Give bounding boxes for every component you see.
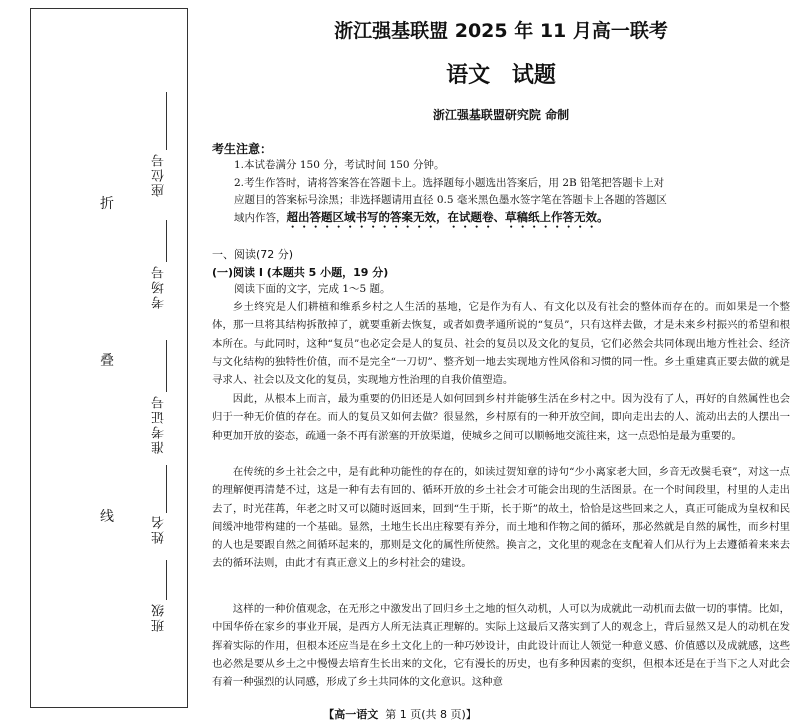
instruction: 阅读下面的文字，完成 1～5 题。 [234,283,391,295]
exam-room-label: 考场号 [152,264,167,309]
admission-number-label: 准考证号 [152,394,167,454]
notice-title: 考生注意： [212,142,273,156]
exam-title: 浙江强基联盟 2025 年 11 月高一联考 [334,20,668,42]
subject-title: 语文 试题 [446,63,556,88]
class-label: 班级 [152,602,167,632]
fold-char-2: 叠 [100,353,114,369]
fold-char-3: 线 [100,509,114,525]
notice-item-2 [234,175,674,231]
page-footer [0,706,800,722]
notice-item-1: 1.本试卷满分 150 分，考试时间 150 分钟。 [234,159,445,171]
footer-page: 第 1 页(共 8 页)】 [385,708,477,721]
organizer: 浙江强基联盟研究院 命制 [432,108,570,122]
seat-number-label: 座位号 [152,152,167,197]
name-line [166,465,167,513]
paragraph-4: 这样的一种价值观念，在无形之中激发出了回归乡土之地的恒久动机，人可以为成就此一动机而去做一切的事情。比如，中国华侨在家乡的事业开展，是西方人所无法真正理解的。实际上这最后又落实到了人的观念上，背后显然又是人的动机在发挥着实际的作用，但根本还应当是在乡土文化上的一种巧妙设计，由此设计而让人领觉一种意义感、价值感以及成就感，这些也必然是要从乡土之中慢慢去培育生长出来的文化，它有漫长的历史，也有多种因素的变织，但根本还是在于当下之人对此会有着一种强烈的认同感，形成了乡土共同体的文化意识。这种意 [212,603,790,689]
fold-char-1: 折 [100,196,114,212]
seat-number-line [166,92,167,150]
class-line [166,560,167,600]
notice-item-2-text: 2.考生作答时，请将答案答在答题卡上。选择题每小题选出答案后，用 2B 铅笔把答题卡上对应题目的答案标号涂黑；非选择题请用直径 0.5 毫米黑色墨水签字笔在答题卡上各题的答题区域内作答， [234,177,667,224]
reading-one-heading: (一)阅读 I (本题共 5 小题，19 分) [212,266,389,279]
paragraph-1: 乡土终究是人们耕植和维系乡村之人生活的基地，它是作为有人、有文化以及有社会的整体而存在的。而如果是一个整体，那一旦将其结构拆散掉了，就要重新去恢复，或者如费孝通所说的“复员”，只有这样去做，才是未来乡村振兴的希望和根本所在。与此同时，这种“复员”也必定会是人的复员、社会的复员以及文化的复员，它们必然会共同体现出地方性社会、经济与文化结构的独特性价值，而不是完全“一刀切”、整齐划一地去实现地方性风俗和习惯的同一性。乡土重建真正要去做的就是寻求人、社会以及文化的复员，实现地方性治理的自我价值塑造。 [212,301,790,387]
admission-number-line [166,340,167,392]
exam-room-line [166,220,167,262]
footer-label: 【高一语文 [323,708,379,721]
binding-margin [0,0,200,726]
paragraph-3: 在传统的乡土社会之中，是有此种功能性的存在的，如读过贺知章的诗句“少小离家老大回，乡音无改鬓毛衰”，对这一点的理解便再清楚不过，这是一种有去有回的、循环开放的乡土社会才可能会出现的生活图景。在一个时间段里，村里的人走出去了，时光荏苒，年老之时又可以随时返回来，回到“生于斯，长于斯”的故土，恰恰是这些回来之人，真正可能成为皇权和民间缓冲地带构建的一个基础。显然，土地生长出庄稼要有养分，而土地和作物之间的循环，那必然就是自然的属性，而乡村里的人也是要跟自然之间循环起来的，那则是文化的属性所使然。换言之，文化里的观念在支配着人们从行为上去遵循着来来去去的循环法则，由此才有真正意义上的乡村社会的建设。 [212,466,790,570]
notice-item-2-emphasis: 超出答题区域书写的答案无效，在试题卷、草稿纸上作答无效。 [286,210,609,224]
paragraph-2: 因此，从根本上而言，最为重要的仍旧还是人如何回到乡村并能够生活在乡村之中。因为没有了人，再好的自然属性也会归于一种无价值的存在。而人的复员又如何去做？很显然，乡村原有的一种开放空间，即向走出去的人、流动出去的人摆出一种更加开放的姿态，疏通一条不再有淤塞的开放渠道，使城乡之间可以顺畅地交流往来，这一点恐怕是最为重要的。 [212,393,790,442]
part-one-heading: 一、阅读(72 分) [212,248,294,261]
name-label: 姓名 [152,514,167,544]
